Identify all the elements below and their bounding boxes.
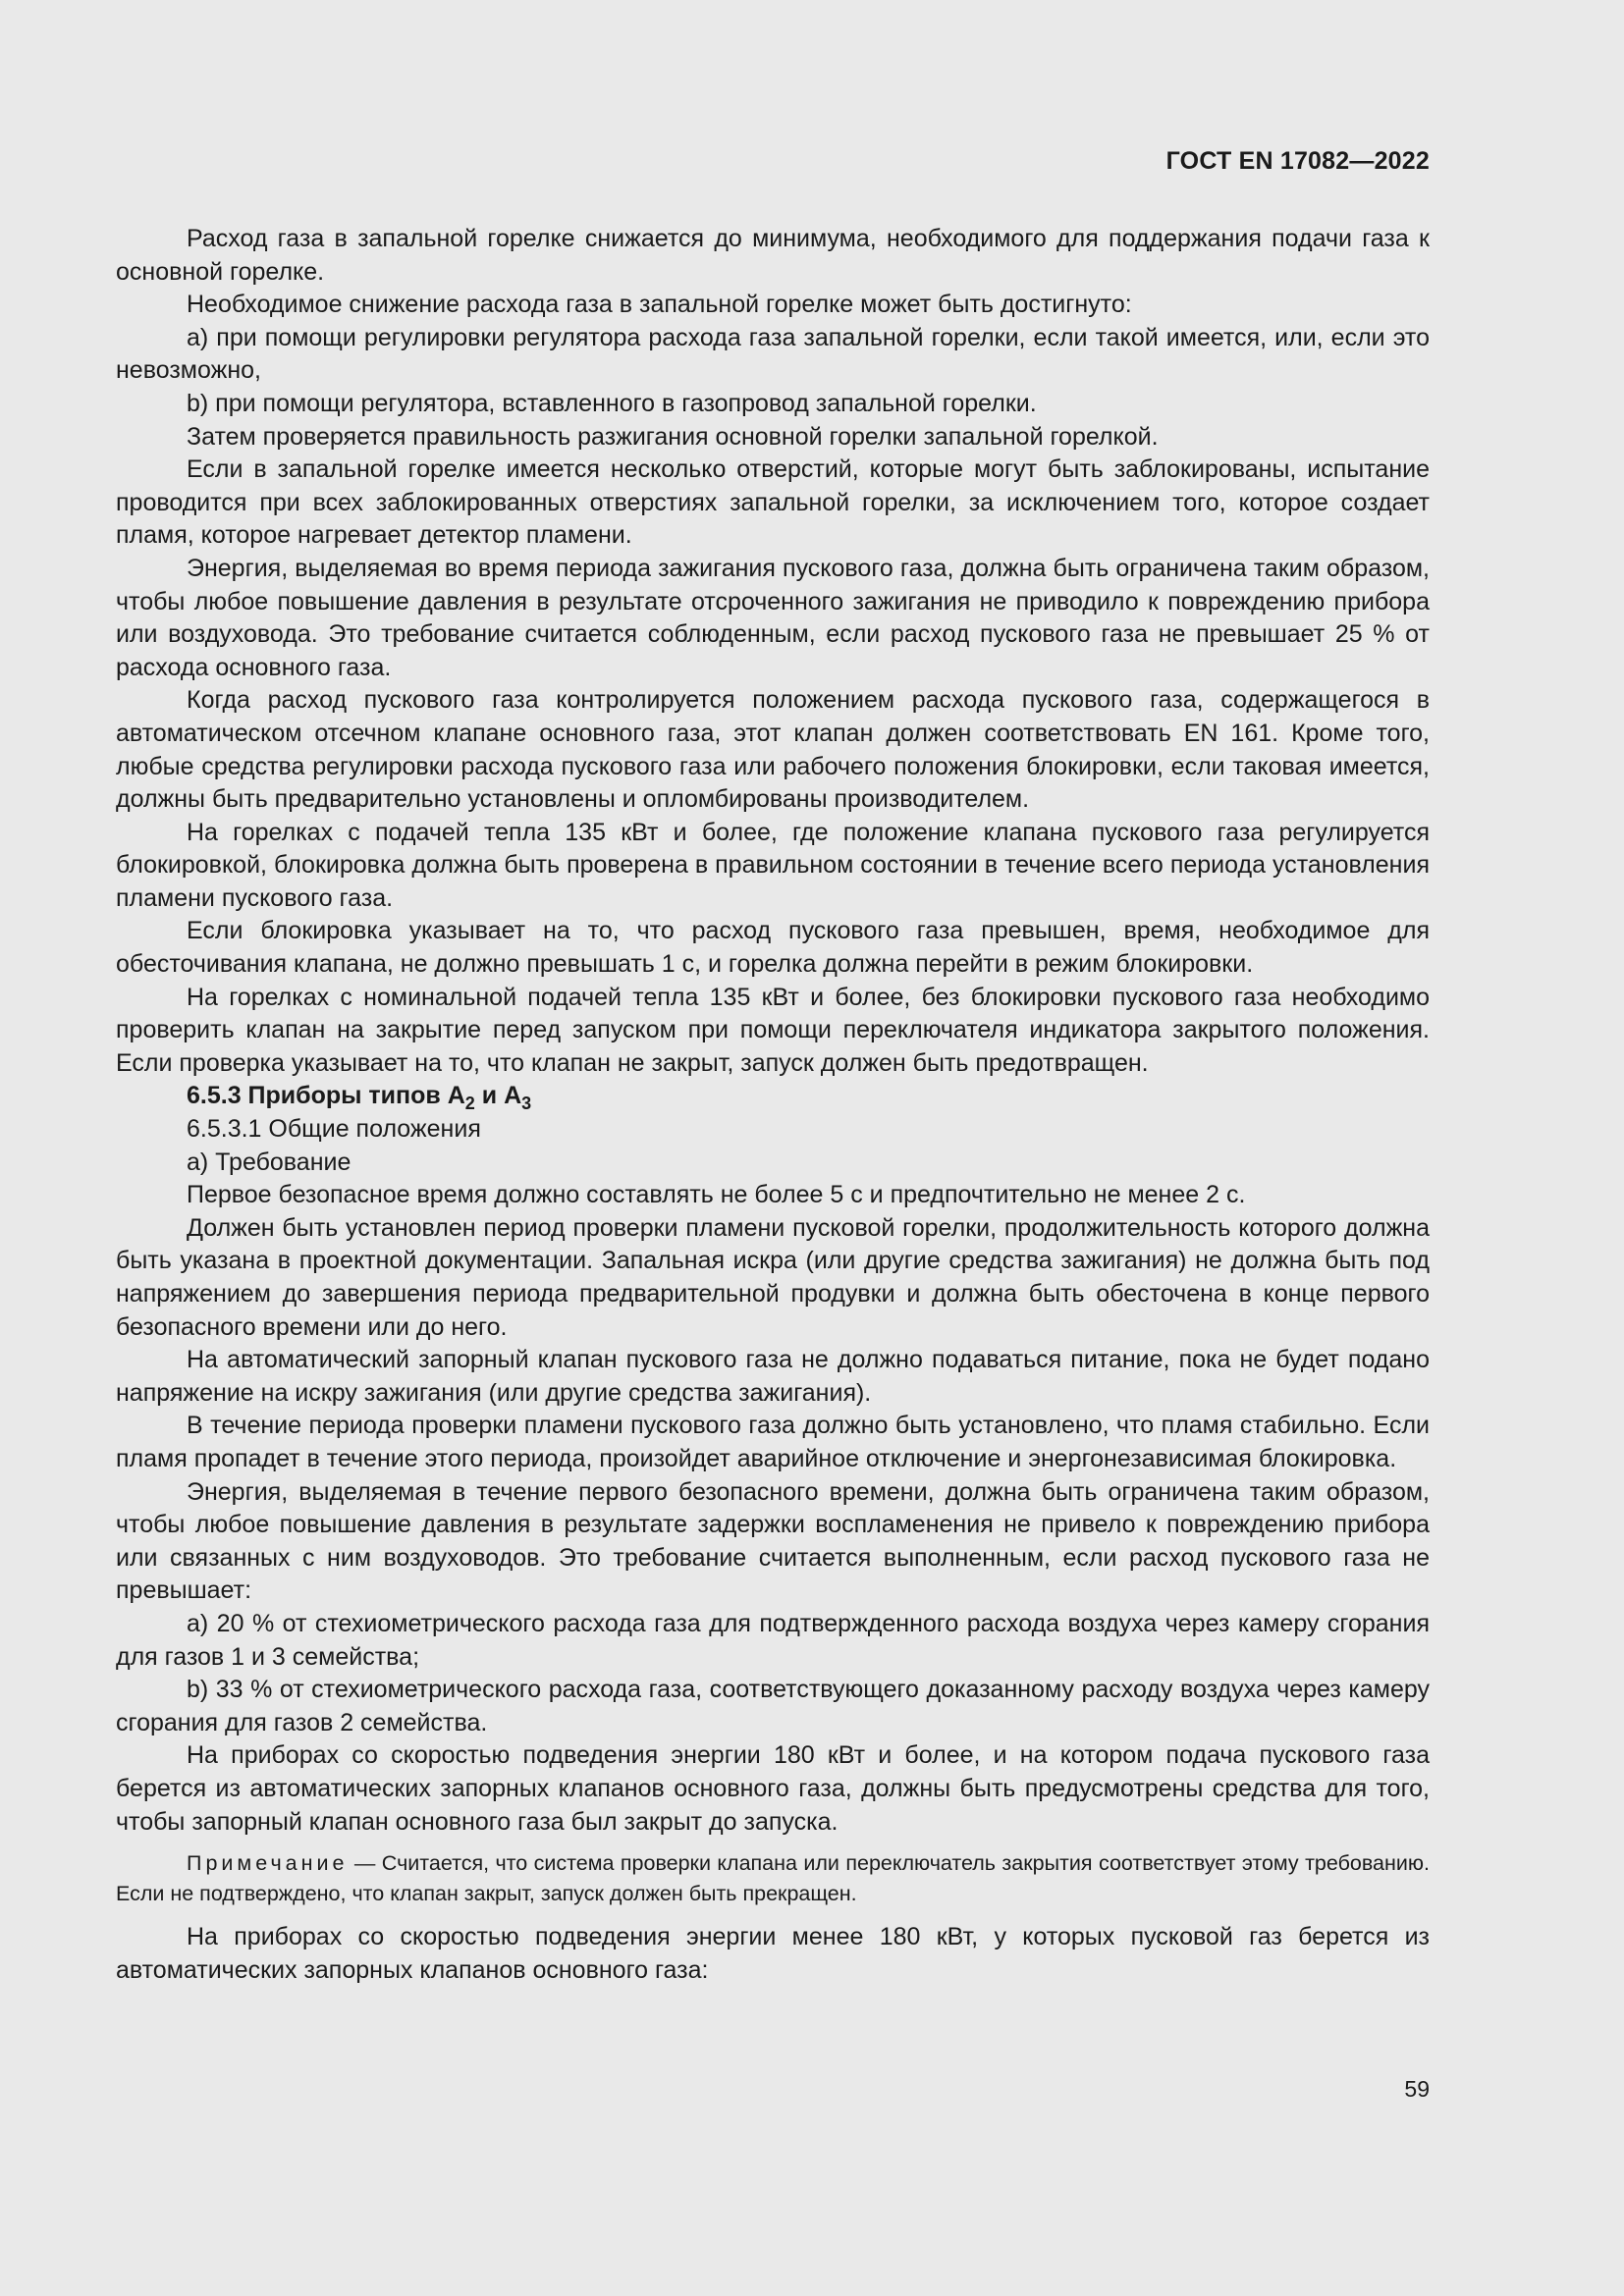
paragraph: Когда расход пускового газа контролируется положением расхода пускового газа, содержащегося в автоматическом отсечном клапане основного газа, этот клапан должен соответствовать EN 161. Кроме того, любые средства регулировки расхода пускового газа или рабочего положения блокировки, если таковая имеется, должны быть предварительно установлены и опломбированы производителем. (116, 686, 1430, 814)
list-item: а) при помощи регулировки регулятора расхода газа запальной горелки, если такой имеется, или, если это невозможно, (116, 323, 1430, 385)
heading-text: 6.5.3 Приборы типов A (187, 1082, 465, 1110)
paragraph: Первое безопасное время должно составлять не более 5 с и предпочтительно не менее 2 с. (187, 1181, 1246, 1209)
paragraph: Энергия, выделяемая во время периода зажигания пускового газа, должна быть ограничена таким образом, чтобы любое повышение давления в результате отсроченного зажигания не приводило к повреждению прибора или воздуховода. Это требование считается соблюденным, если расход пускового газа не превышает 25 % от расхода основного газа. (116, 554, 1430, 681)
paragraph: Если в запальной горелке имеется несколько отверстий, которые могут быть заблокированы, испытание проводится при всех заблокированных отверстиях запальной горелки, за исключением того, которое создает пламя, которое нагревает детектор пламени. (116, 455, 1430, 550)
paragraph: На горелках с номинальной подачей тепла 135 кВт и более, без блокировки пускового газа необходимо проверить клапан на закрытие перед запуском при помощи переключателя индикатора закрытого положения. Если проверка указывает на то, что клапан не закрыт, запуск должен быть предотвращен. (116, 983, 1430, 1077)
paragraph: Необходимое снижение расхода газа в запальной горелке может быть достигнуто: (187, 291, 1132, 319)
body-text (116, 223, 1430, 1987)
page-number: 59 (1404, 2076, 1430, 2102)
list-item: а) 20 % от стехиометрического расхода газа для подтвержденного расхода воздуха через камеру сгорания для газов 1 и 3 семейства; (116, 1609, 1430, 1671)
list-item: а) Требование (187, 1148, 352, 1176)
section-heading (116, 1080, 1430, 1113)
paragraph: На приборах со скоростью подведения энергии менее 180 кВт, у которых пусковой газ берется из автоматических запорных клапанов основного газа: (116, 1923, 1430, 1984)
paragraph: На горелках с подачей тепла 135 кВт и более, где положение клапана пускового газа регулируется блокировкой, блокировка должна быть проверена в правильном состоянии в течение всего периода установления пламени пускового газа. (116, 818, 1430, 912)
list-item: b) при помощи регулятора, вставленного в газопровод запальной горелки. (187, 389, 1037, 417)
note (116, 1848, 1430, 1909)
note-text: — Считается, что система проверки клапана или переключатель закрытия соответствует этому требованию. Если не подтверждено, что клапан закрыт, запуск должен быть прекращен. (116, 1851, 1430, 1906)
paragraph: В течение периода проверки пламени пускового газа должно быть установлено, что пламя стабильно. Если пламя пропадет в течение этого периода, произойдет аварийное отключение и энергонезависимая блокировка. (116, 1412, 1430, 1472)
paragraph: На приборах со скоростью подведения энергии 180 кВт и более, и на котором подача пускового газа берется из автоматических запорных клапанов основного газа, должны быть предусмотрены средства для того, чтобы запорный клапан основного газа был закрыт до запуска. (116, 1741, 1430, 1836)
paragraph: Энергия, выделяемая в течение первого безопасного времени, должна быть ограничена таким образом, чтобы любое повышение давления в результате задержки воспламенения не привело к повреждению прибора или связанных с ним воздуховодов. Это требование считается выполненным, если расход пускового газа не превышает: (116, 1477, 1430, 1605)
paragraph: Расход газа в запальной горелке снижается до минимума, необходимого для поддержания подачи газа к основной горелке. (116, 225, 1430, 286)
heading-text: и A (474, 1082, 522, 1110)
note-label: Примечание (187, 1851, 349, 1876)
list-item: b) 33 % от стехиометрического расхода газа, соответствующего доказанному расходу воздуха через камеру сгорания для газов 2 семейства. (116, 1676, 1430, 1736)
document-header: ГОСТ EN 17082—2022 (1165, 147, 1430, 175)
subsection-heading: 6.5.3.1 Общие положения (187, 1115, 481, 1144)
paragraph: Должен быть установлен период проверки пламени пусковой горелки, продолжительность которого должна быть указана в проектной документации. Запальная искра (или другие средства зажигания) не должна быть под напряжением до завершения периода предварительной продувки и должна быть обесточена в конце первого безопасного времени или до него. (116, 1213, 1430, 1341)
paragraph: На автоматический запорный клапан пускового газа не должно подаваться питание, пока не будет подано напряжение на искру зажигания (или другие средства зажигания). (116, 1346, 1430, 1407)
paragraph: Если блокировка указывает на то, что расход пускового газа превышен, время, необходимое для обесточивания клапана, не должно превышать 1 с, и горелка должна перейти в режим блокировки. (116, 917, 1430, 979)
heading-subscript: 3 (521, 1094, 532, 1114)
paragraph: Затем проверяется правильность разжигания основной горелки запальной горелкой. (187, 422, 1159, 451)
heading-subscript: 2 (464, 1094, 475, 1114)
